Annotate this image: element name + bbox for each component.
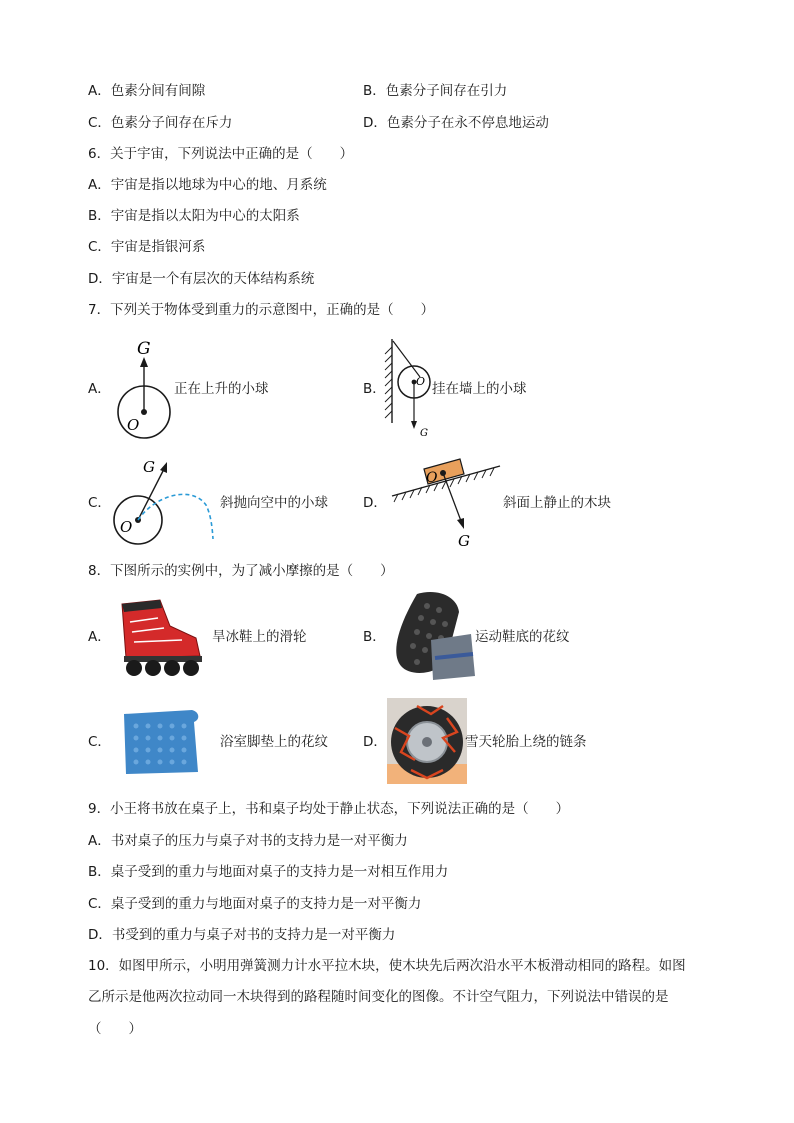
force-arrow-line: [443, 473, 461, 521]
label-o: O: [416, 375, 426, 388]
q8-caption-d: 雪天轮胎上绕的链条: [465, 734, 587, 750]
q8-caption-c: 浴室脚垫上的花纹: [220, 734, 328, 750]
force-arrow-head: [457, 518, 464, 529]
label-g: G: [143, 458, 155, 476]
q5-option-a: A．色素分间有间隙: [88, 83, 206, 99]
force-arrow-head: [160, 462, 167, 473]
q8-image-d: [387, 698, 467, 784]
q8-letter-a: A．: [88, 629, 111, 645]
q7-figure-b: [382, 337, 437, 442]
q10-stem-line-1: 10．如图甲所示，小明用弹簧测力计水平拉木块，使木块先后两次沿水平木板滑动相同的路程。如图: [88, 958, 686, 974]
q8-letter-b: B．: [363, 629, 386, 645]
q8-image-a: [112, 592, 207, 680]
q9-option-a: A．书对桌子的压力与桌子对书的支持力是一对平衡力: [88, 833, 408, 849]
force-arrow-head: [411, 421, 417, 429]
q9-option-c: C．桌子受到的重力与地面对桌子的支持力是一对平衡力: [88, 896, 422, 912]
q9-option-d: D．书受到的重力与桌子对书的支持力是一对平衡力: [88, 927, 396, 943]
q7-letter-c: C．: [88, 495, 111, 511]
q7-caption-d: 斜面上静止的木块: [503, 495, 611, 511]
q8-caption-b: 运动鞋底的花纹: [475, 629, 570, 645]
q6-option-c: C．宇宙是指银河系: [88, 239, 206, 255]
q8-caption-a: 旱冰鞋上的滑轮: [212, 629, 307, 645]
q7-letter-d: D．: [363, 495, 387, 511]
wheel-2: [145, 660, 161, 676]
q7-letter-a: A．: [88, 381, 111, 397]
q5-option-d: D．色素分子在永不停息地运动: [363, 115, 549, 131]
label-o: O: [127, 416, 140, 434]
wheel-3: [164, 660, 180, 676]
hub: [422, 737, 432, 747]
q7-figure-c: [110, 455, 220, 547]
q7-figure-a: [108, 335, 178, 443]
string-line: [393, 341, 420, 377]
label-g: G: [420, 428, 428, 439]
q6-option-a: A．宇宙是指以地球为中心的地、月系统: [88, 177, 327, 193]
wheel-1: [126, 660, 142, 676]
q6-option-b: B．宇宙是指以太阳为中心的太阳系: [88, 208, 300, 224]
center-dot: [141, 409, 147, 415]
q7-caption-c: 斜抛向空中的小球: [220, 495, 328, 511]
bath-mat: [124, 710, 198, 774]
wheel-4: [183, 660, 199, 676]
q9-stem: 9．小王将书放在桌子上，书和桌子均处于静止状态，下列说法正确的是（ ）: [88, 801, 570, 817]
label-o: O: [426, 470, 438, 486]
q7-caption-b: 挂在墙上的小球: [432, 381, 527, 397]
q8-image-c: [120, 706, 202, 776]
q5-option-c: C．色素分子间存在斥力: [88, 115, 233, 131]
q10-stem-line-2: 乙所示是他两次拉动同一木块得到的路程随时间变化的图像。不计空气阻力，下列说法中错误的是: [88, 989, 669, 1005]
q8-letter-c: C．: [88, 734, 111, 750]
q7-caption-a: 正在上升的小球: [174, 381, 269, 397]
q6-stem: 6．关于宇宙，下列说法中正确的是（ ）: [88, 146, 354, 162]
wall-hatch: [385, 347, 392, 418]
q8-stem: 8．下图所示的实例中，为了减小摩擦的是（ ）: [88, 563, 394, 579]
q9-option-b: B．桌子受到的重力与地面对桌子的支持力是一对相互作用力: [88, 864, 449, 880]
q8-image-b: [387, 588, 477, 683]
q7-stem: 7．下列关于物体受到重力的示意图中，正确的是（ ）: [88, 302, 435, 318]
label-g: G: [137, 339, 151, 359]
q10-stem-line-3: （ ）: [88, 1021, 142, 1037]
trajectory-dashed-line: [138, 494, 213, 539]
label-g: G: [458, 532, 470, 550]
q7-figure-d: [390, 452, 505, 550]
label-o: O: [120, 518, 133, 536]
q6-option-d: D．宇宙是一个有层次的天体结构系统: [88, 271, 315, 287]
q7-letter-b: B．: [363, 381, 386, 397]
q8-letter-d: D．: [363, 734, 387, 750]
q5-option-b: B．色素分子间存在引力: [363, 83, 508, 99]
